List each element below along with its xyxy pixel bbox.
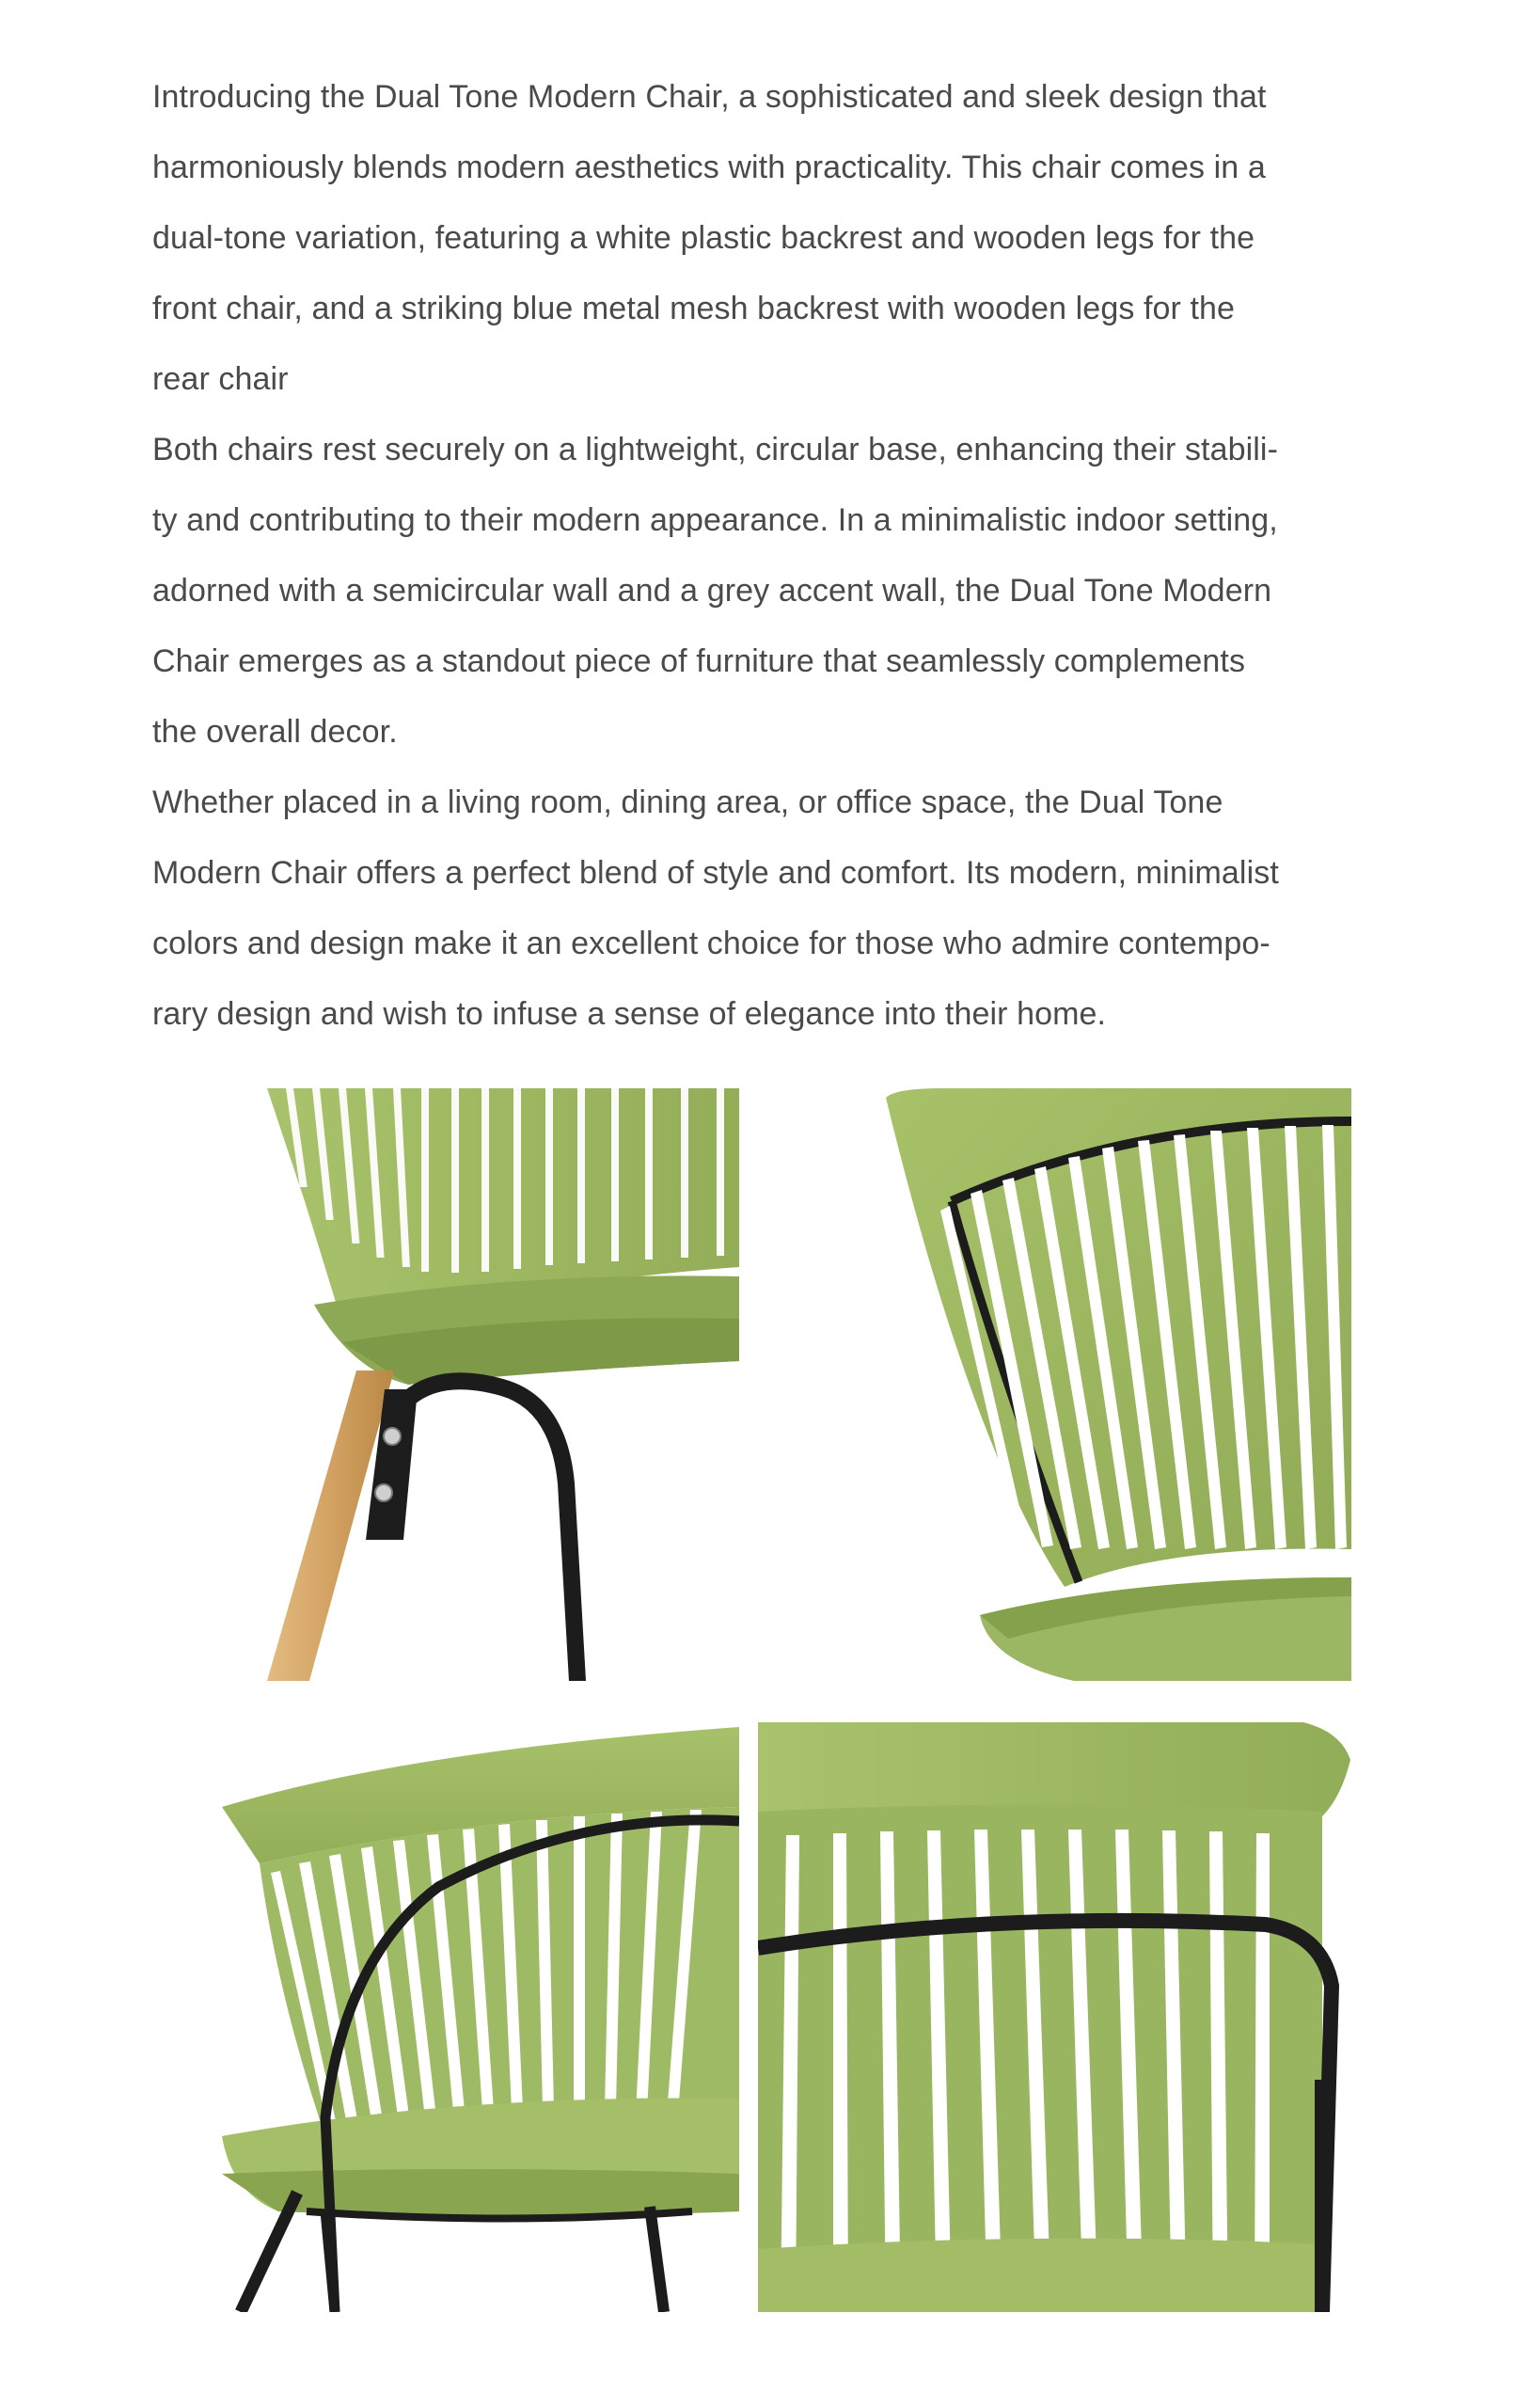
chair-back-rear-view-photo [886,1088,1351,1681]
description-line: adorned with a semicircular wall and a grey accent wall, the Dual Tone Modern [152,573,1272,609]
description-line: dual-tone variation, featuring a white plastic backrest and wooden legs for the [152,220,1255,256]
description-line: Introducing the Dual Tone Modern Chair, a sophisticated and sleek design that [152,79,1267,115]
description-line: rear chair [152,361,289,397]
description-line: rary design and wish to infuse a sense of elegance into their home. [152,996,1107,1032]
chair-leg-closeup-photo [267,1088,739,1681]
description-line: front chair, and a striking blue metal mesh backrest with wooden legs for the [152,291,1236,326]
description-line: colors and design make it an excellent choice for those who admire contempo- [152,926,1270,961]
chair-backrest-closeup-photo [758,1722,1350,2312]
description-line: Both chairs rest securely on a lightweight, circular base, enhancing their stabili- [152,432,1279,467]
chair-leg-closeup-illustration [267,1088,739,1681]
description-line: Chair emerges as a standout piece of furniture that seamlessly complements [152,643,1246,679]
chair-backrest-frame-illustration [222,1722,739,2312]
product-description [152,62,1375,1050]
description-line: harmoniously blends modern aesthetics with practicality. This chair comes in a [152,150,1266,185]
description-line: ty and contributing to their modern appearance. In a minimalistic indoor setting, [152,502,1278,538]
description-line: Modern Chair offers a perfect blend of style and comfort. Its modern, minimalist [152,855,1279,891]
chair-backrest-closeup-illustration [758,1722,1350,2312]
chair-back-rear-view-illustration [886,1088,1351,1681]
chair-backrest-frame-photo [222,1722,739,2312]
description-line: the overall decor. [152,714,398,750]
description-line: Whether placed in a living room, dining area, or office space, the Dual Tone [152,784,1223,820]
